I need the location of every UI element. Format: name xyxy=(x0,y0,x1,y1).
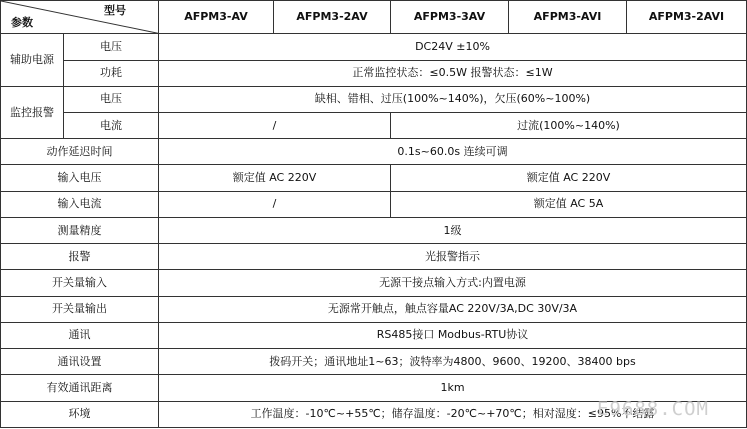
row-value: 光报警指示 xyxy=(159,244,747,270)
row-value: 0.1s~60.0s 连续可调 xyxy=(159,139,747,165)
table-row xyxy=(1,296,747,322)
table-row xyxy=(1,60,747,86)
row-value: 无源干接点输入方式:内置电源 xyxy=(159,270,747,296)
row-value: RS485接口 Modbus-RTU协议 xyxy=(159,322,747,348)
row-value: 工作温度：-10℃~+55℃；储存温度：-20℃~+70℃；相对湿度：≤95%不结露 xyxy=(159,401,747,427)
table-row xyxy=(1,139,747,165)
table-row xyxy=(1,165,747,191)
row-label: 电压 xyxy=(64,34,159,60)
row-label: 输入电流 xyxy=(1,191,159,217)
model-label: 型号 xyxy=(104,4,126,17)
row-label: 电流 xyxy=(64,113,159,139)
row-label: 动作延迟时间 xyxy=(1,139,159,165)
row-value: 1km xyxy=(159,375,747,401)
row-value-right: 额定值 AC 5A xyxy=(391,191,747,217)
row-value-left: 额定值 AC 220V xyxy=(159,165,391,191)
header-row xyxy=(1,1,747,34)
table-row xyxy=(1,270,747,296)
table-row xyxy=(1,191,747,217)
model-header: AFPM3-AVI xyxy=(509,1,627,34)
row-value-right: 额定值 AC 220V xyxy=(391,165,747,191)
param-label: 参数 xyxy=(11,16,33,30)
table-row xyxy=(1,322,747,348)
row-label: 环境 xyxy=(1,401,159,427)
row-label: 输入电压 xyxy=(1,165,159,191)
row-label: 报警 xyxy=(1,244,159,270)
row-value: DC24V ±10% xyxy=(159,34,747,60)
site-watermark: E9688.COM xyxy=(597,398,709,420)
row-value-left: / xyxy=(159,191,391,217)
row-label: 通讯 xyxy=(1,322,159,348)
monitor-alarm-group-label: 监控报警 xyxy=(1,86,64,138)
table-row xyxy=(1,113,747,139)
row-value-left: / xyxy=(159,113,391,139)
row-value-right: 过流(100%~140%) xyxy=(391,113,747,139)
row-label: 功耗 xyxy=(64,60,159,86)
row-value: 拨码开关；通讯地址1~63；波特率为4800、9600、19200、38400 bps xyxy=(159,349,747,375)
table-row xyxy=(1,349,747,375)
header-corner-cell xyxy=(1,1,159,34)
aux-power-group-label: 辅助电源 xyxy=(1,34,64,86)
model-header: AFPM3-2AV xyxy=(274,1,391,34)
model-header: AFPM3-3AV xyxy=(391,1,509,34)
row-value: 正常监控状态：≤0.5W 报警状态：≤1W xyxy=(159,60,747,86)
row-label: 电压 xyxy=(64,86,159,112)
row-value: 缺相、错相、过压(100%~140%)，欠压(60%~100%) xyxy=(159,86,747,112)
row-value: 无源常开触点，触点容量AC 220V/3A,DC 30V/3A xyxy=(159,296,747,322)
row-label: 开关量输出 xyxy=(1,296,159,322)
row-label: 通讯设置 xyxy=(1,349,159,375)
row-label: 有效通讯距离 xyxy=(1,375,159,401)
row-label: 开关量输入 xyxy=(1,270,159,296)
table-row xyxy=(1,34,747,60)
model-header: AFPM3-2AVI xyxy=(627,1,747,34)
table-row xyxy=(1,86,747,112)
row-value: 1级 xyxy=(159,217,747,243)
table-row xyxy=(1,217,747,243)
row-label: 测量精度 xyxy=(1,217,159,243)
model-header: AFPM3-AV xyxy=(159,1,274,34)
table-row xyxy=(1,244,747,270)
